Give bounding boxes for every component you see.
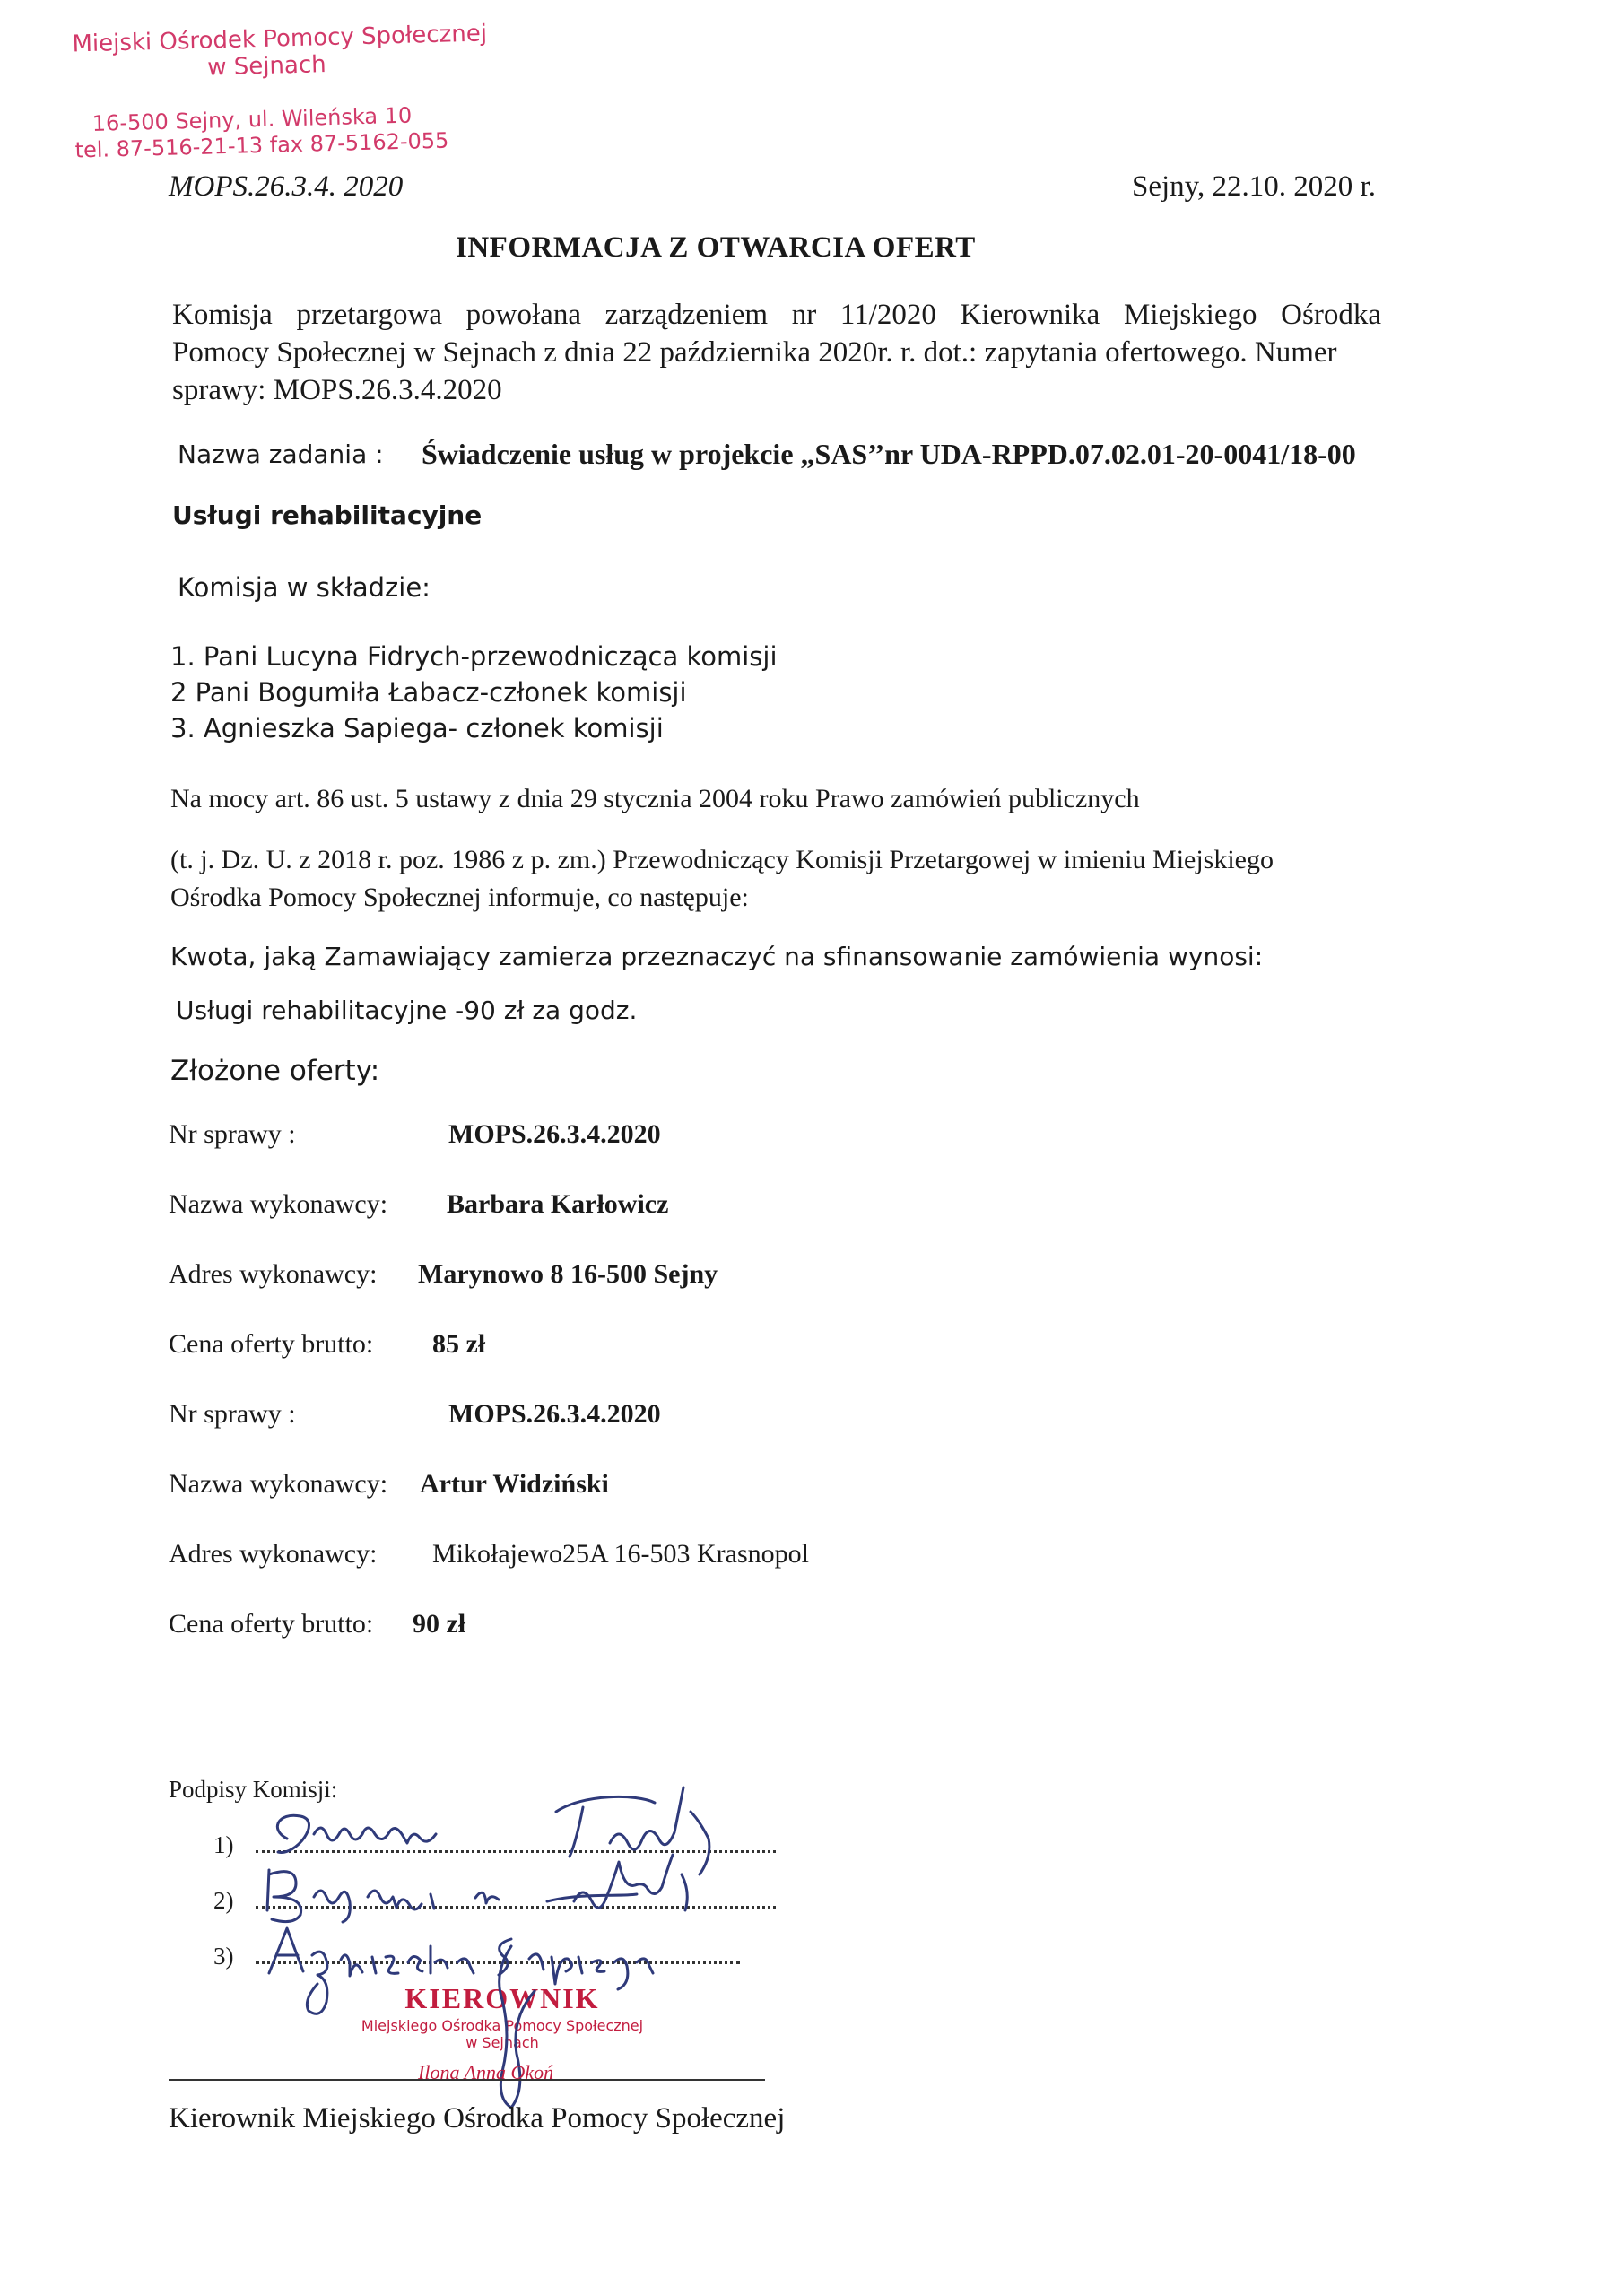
offer-1-case-label: Nr sprawy :	[169, 1119, 296, 1149]
manager-stamp-title: KIEROWNIK	[404, 1982, 600, 2014]
stamp-line-2: w Sejnach	[206, 51, 327, 82]
offer-2-address-value: Mikołajewo25A 16-503 Krasnopol	[432, 1539, 809, 1569]
offer-2-price-label: Cena oferty brutto:	[169, 1609, 374, 1639]
intro-line-3: sprawy: MOPS.26.3.4.2020	[172, 374, 502, 406]
offer-1-name-value: Barbara Karłowicz	[447, 1189, 669, 1219]
offer-2-case-label: Nr sprawy :	[169, 1399, 296, 1429]
offer-2-name-label: Nazwa wykonawcy:	[169, 1469, 388, 1499]
stamp-line-4: tel. 87-516-21-13 fax 87-5162-055	[74, 127, 449, 163]
offer-1-address-value: Marynowo 8 16-500 Sejny	[418, 1259, 718, 1289]
institution-stamp	[72, 20, 488, 164]
legal-line-3: Ośrodka Pomocy Społecznej informuje, co następuje:	[170, 883, 749, 912]
offer-2-case-value: MOPS.26.3.4.2020	[448, 1399, 661, 1429]
committee-member-3: 3. Agnieszka Sapiega- członek komisji	[170, 713, 664, 744]
legal-line-1: Na mocy art. 86 ust. 5 ustawy z dnia 29 stycznia 2004 roku Prawo zamówień publicznych	[170, 784, 1140, 813]
offer-2-name-value: Artur Widziński	[420, 1469, 609, 1499]
signatures-heading: Podpisy Komisji:	[169, 1776, 338, 1803]
intro-line-2: Pomocy Społecznej w Sejnach z dnia 22 października 2020r. r. dot.: zapytania ofertowego. Numer	[172, 336, 1337, 369]
intro-paragraph	[172, 296, 1428, 409]
offers-heading: Złożone oferty:	[170, 1055, 380, 1087]
reference-number: MOPS.26.3.4. 2020	[169, 170, 404, 203]
amount-intro: Kwota, jaką Zamawiający zamierza przeznaczyć na sfinansowanie zamówienia wynosi:	[170, 942, 1264, 971]
place-date: Sejny, 22.10. 2020 r.	[1132, 170, 1376, 203]
offer-1-address-label: Adres wykonawcy:	[169, 1259, 378, 1289]
stamp-line-3: 16-500 Sejny, ul. Wileńska 10	[91, 102, 413, 136]
committee-member-2: 2 Pani Bogumiła Łabacz-członek komisji	[170, 677, 687, 708]
signature-number-2: 2)	[213, 1887, 234, 1914]
amount-value: Usługi rehabilitacyjne -90 zł za godz.	[176, 996, 638, 1025]
manager-title: Kierownik Miejskiego Ośrodka Pomocy Społecznej	[169, 2102, 786, 2135]
committee-list	[170, 639, 778, 746]
offer-2-price-value: 90 zł	[413, 1609, 466, 1639]
document-title: INFORMACJA Z OTWARCIA OFERT	[456, 231, 976, 264]
task-name: Świadczenie usług w projekcie „SAS’’nr UDA-RPPD.07.02.01-20-0041/18-00	[422, 438, 1356, 470]
signature-number-3: 3)	[213, 1943, 234, 1970]
manager-signature	[484, 1937, 556, 2117]
offer-2-address-label: Adres wykonawcy:	[169, 1539, 378, 1569]
committee-heading: Komisja w składzie:	[178, 572, 431, 603]
handwritten-signature-2	[260, 1857, 762, 1928]
signature-number-1: 1)	[213, 1831, 234, 1858]
committee-member-1: 1. Pani Lucyna Fidrych-przewodnicząca komisji	[170, 641, 778, 672]
manager-name: Ilona Anna Okoń	[418, 2061, 554, 2083]
task-label: Nazwa zadania :	[178, 439, 384, 469]
stamp-line-1: Miejski Ośrodek Pomocy Społecznej	[72, 20, 488, 58]
task-subtitle: Usługi rehabilitacyjne	[172, 500, 483, 530]
manager-signature-line	[169, 2079, 765, 2081]
offer-1-price-label: Cena oferty brutto:	[169, 1329, 374, 1359]
offer-1-case-value: MOPS.26.3.4.2020	[448, 1119, 661, 1149]
intro-line-1: Komisja przetargowa powołana zarządzeniem nr 11/2020 Kierownika Miejskiego Ośrodka	[172, 299, 1381, 331]
offer-1-name-label: Nazwa wykonawcy:	[169, 1189, 388, 1219]
manager-stamp-line-2: w Sejnach	[465, 2034, 539, 2051]
offer-1-price-value: 85 zł	[432, 1329, 486, 1359]
legal-block	[170, 841, 1274, 917]
legal-line-2: (t. j. Dz. U. z 2018 r. poz. 1986 z p. zm.) Przewodniczący Komisji Przetargowej w imieniu Miejskiego	[170, 845, 1274, 874]
manager-stamp-line-1: Miejskiego Ośrodka Pomocy Społecznej	[361, 2017, 644, 2034]
